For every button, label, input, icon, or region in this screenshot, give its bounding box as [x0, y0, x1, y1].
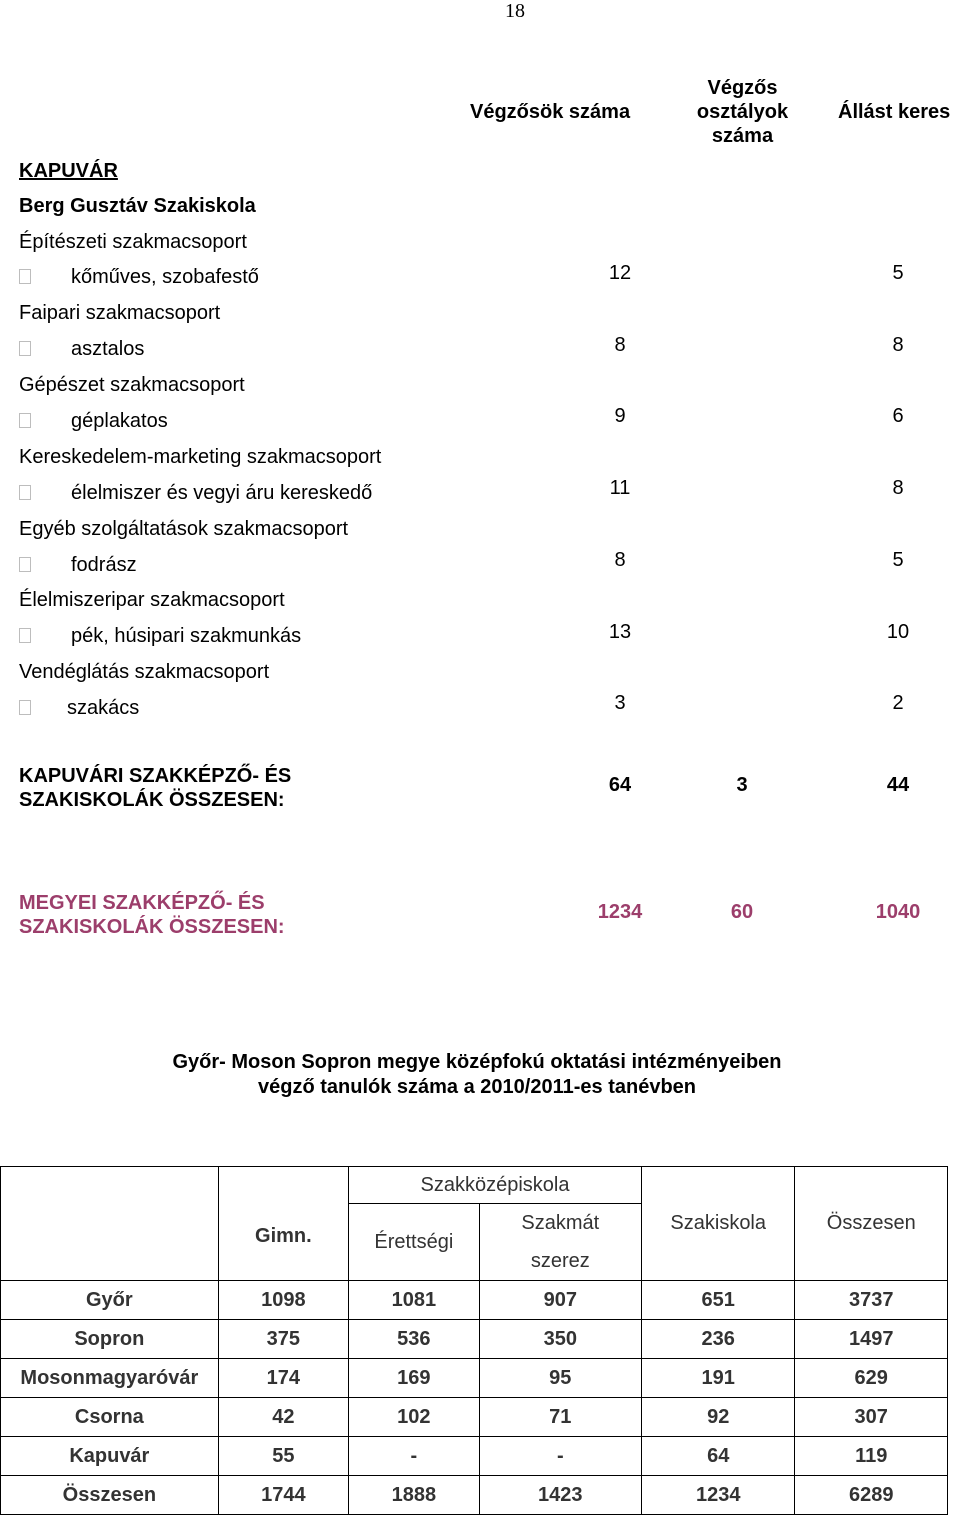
table-cell: -: [479, 1437, 641, 1476]
group-label: Élelmiszeripar szakmacsoport: [19, 589, 285, 611]
table-cell: 1098: [218, 1281, 348, 1320]
table-cell: 174: [218, 1359, 348, 1398]
table-cell: 92: [641, 1398, 795, 1437]
trade-label: élelmiszer és vegyi áru kereskedő: [71, 482, 373, 504]
table-cell: 1423: [479, 1476, 641, 1515]
table-cell: 1888: [349, 1476, 480, 1515]
trade-row: [19, 266, 259, 289]
group-label: Gépészet szakmacsoport: [19, 374, 245, 396]
trade-label: pék, húsipari szakmunkás: [71, 625, 302, 647]
table-cell: 375: [218, 1320, 348, 1359]
row-label: Mosonmagyaróvár: [1, 1359, 219, 1398]
trade-jobseekers: 5: [892, 549, 904, 571]
trade-row: [19, 554, 137, 577]
county-total-classes: 60: [730, 901, 754, 923]
local-total-graduates: 64: [608, 774, 632, 796]
table-row: [1, 1281, 948, 1320]
page-number: 18: [505, 0, 525, 22]
trade-jobseekers: 10: [886, 621, 910, 643]
row-label: Sopron: [1, 1320, 219, 1359]
trade-graduates: 11: [609, 477, 631, 499]
table-row: [1, 1320, 948, 1359]
trade-graduates: 3: [614, 692, 626, 714]
local-total-classes: 3: [736, 774, 748, 796]
table-cell: 64: [641, 1437, 795, 1476]
local-total-label: KAPUVÁRI SZAKKÉPZŐ- ÉS SZAKISKOLÁK ÖSSZESEN:: [19, 765, 292, 811]
trade-jobseekers: 5: [892, 262, 904, 284]
group-label: Építészeti szakmacsoport: [19, 231, 247, 253]
header-szakmat-szerez: Szakmát szerez: [479, 1204, 641, 1281]
table-cell: 55: [218, 1437, 348, 1476]
table-cell: 629: [795, 1359, 948, 1398]
county-total-jobseekers: 1040: [875, 901, 921, 923]
trade-jobseekers: 2: [892, 692, 904, 714]
bullet-icon: [19, 341, 31, 356]
table-row: [1, 1437, 948, 1476]
header-szakiskola: Szakiskola: [641, 1167, 795, 1281]
table-row: [1, 1476, 948, 1515]
row-label: Összesen: [1, 1476, 219, 1515]
local-total-jobseekers: 44: [886, 774, 910, 796]
table-cell: 95: [479, 1359, 641, 1398]
table-cell: 102: [349, 1398, 480, 1437]
bullet-icon: [19, 413, 31, 428]
header-gimn: Gimn.: [218, 1167, 348, 1281]
table-cell: 3737: [795, 1281, 948, 1320]
table-cell: 42: [218, 1398, 348, 1437]
table-cell: 1497: [795, 1320, 948, 1359]
table-body: [1, 1281, 948, 1515]
table-cell: -: [349, 1437, 480, 1476]
table-cell: 169: [349, 1359, 480, 1398]
table-cell: 71: [479, 1398, 641, 1437]
row-label: Csorna: [1, 1398, 219, 1437]
trade-jobseekers: 8: [892, 477, 904, 499]
trade-jobseekers: 8: [892, 334, 904, 356]
county-total-label: MEGYEI SZAKKÉPZŐ- ÉS SZAKISKOLÁK ÖSSZESEN:: [19, 892, 285, 938]
table-cell: 651: [641, 1281, 795, 1320]
header-erettsegi: Érettségi: [349, 1204, 480, 1281]
table-row: [1, 1398, 948, 1437]
school-name: Berg Gusztáv Szakiskola: [19, 195, 256, 217]
row-label: Kapuvár: [1, 1437, 219, 1476]
header-graduates: Végzősök száma: [470, 101, 631, 123]
graduates-table: [0, 1166, 948, 1515]
table-cell: 1234: [641, 1476, 795, 1515]
header-jobseekers: Állást keres: [838, 101, 951, 123]
trade-row: [19, 625, 301, 648]
table-cell: 350: [479, 1320, 641, 1359]
bullet-icon: [19, 557, 31, 572]
header-osszesen: Összesen: [795, 1167, 948, 1281]
trade-row: [19, 482, 372, 505]
table-cell: 1081: [349, 1281, 480, 1320]
county-total-graduates: 1234: [597, 901, 643, 923]
table-row: [1, 1359, 948, 1398]
trade-label: géplakatos: [71, 410, 168, 432]
table-cell: 6289: [795, 1476, 948, 1515]
trade-row: [19, 410, 168, 433]
table-cell: 307: [795, 1398, 948, 1437]
bullet-icon: [19, 700, 31, 715]
table-cell: 536: [349, 1320, 480, 1359]
trade-graduates: 8: [614, 334, 626, 356]
bullet-icon: [19, 485, 31, 500]
group-label: Vendéglátás szakmacsoport: [19, 661, 270, 683]
trade-jobseekers: 6: [892, 405, 904, 427]
table-title: Győr- Moson Sopron megye középfokú oktatási intézményeiben végző tanulók száma a 2010/2011-es tanévben: [172, 1051, 782, 1098]
bullet-icon: [19, 269, 31, 284]
bullet-icon: [19, 628, 31, 643]
table-cell: 236: [641, 1320, 795, 1359]
trade-label: fodrász: [71, 554, 137, 576]
table-cell: 191: [641, 1359, 795, 1398]
trade-graduates: 8: [614, 549, 626, 571]
table-cell: 1744: [218, 1476, 348, 1515]
row-label: Győr: [1, 1281, 219, 1320]
town-name: KAPUVÁR: [19, 160, 118, 182]
trade-label: kőműves, szobafestő: [71, 266, 259, 288]
table-cell: 907: [479, 1281, 641, 1320]
group-label: Faipari szakmacsoport: [19, 302, 221, 324]
header-szakkozepiskola: Szakközépiskola: [349, 1167, 642, 1204]
trade-graduates: 9: [614, 405, 626, 427]
trade-row: [19, 338, 144, 361]
table-cell: 119: [795, 1437, 948, 1476]
trade-label: szakács: [67, 697, 140, 719]
trade-label: asztalos: [71, 338, 145, 360]
group-label: Egyéb szolgáltatások szakmacsoport: [19, 518, 349, 540]
header-classes: Végzős osztályok száma: [696, 77, 789, 147]
table-header-blank: [1, 1167, 219, 1281]
group-label: Kereskedelem-marketing szakmacsoport: [19, 446, 382, 468]
trade-graduates: 12: [608, 262, 632, 284]
trade-row: [19, 697, 139, 720]
trade-graduates: 13: [608, 621, 632, 643]
